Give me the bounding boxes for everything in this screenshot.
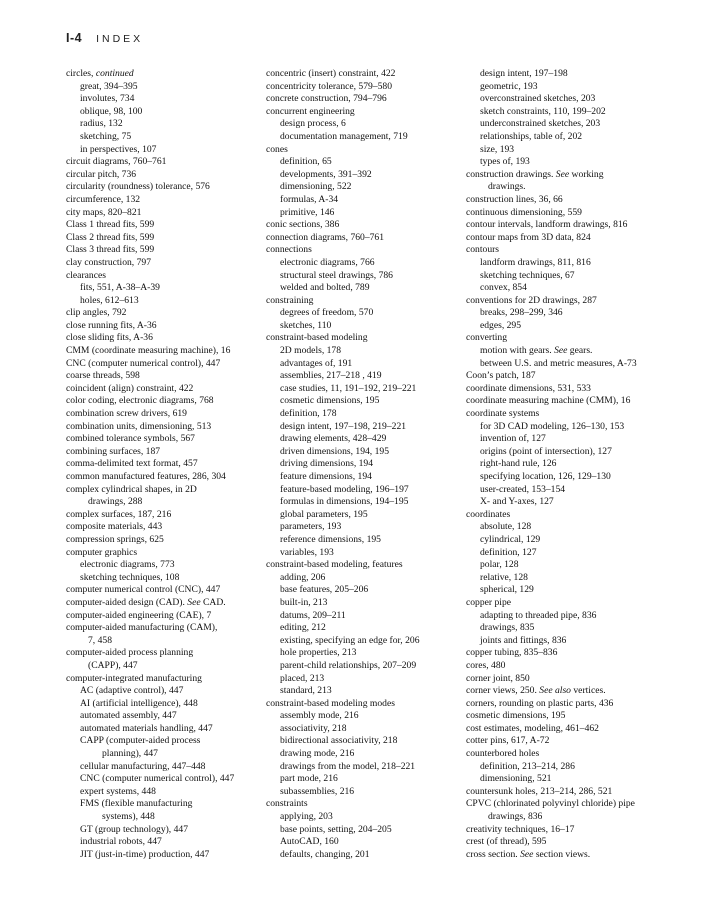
index-entry: corner views, 250. See also vertices.	[466, 685, 606, 697]
index-entry: copper tubing, 835–836	[466, 647, 558, 659]
index-entry: common manufactured features, 286, 304	[66, 471, 226, 482]
index-entry: computer-aided design (CAD). See CAD.	[66, 596, 226, 608]
index-subentry: variables, 193	[280, 546, 334, 558]
index-subentry: parent-child relationships, 207–209	[280, 659, 417, 671]
index-subentry: reference dimensions, 195	[280, 533, 381, 545]
index-subentry: standard, 213	[280, 685, 332, 697]
index-subentry: planning), 447	[102, 748, 158, 760]
index-subentry: great, 394–395	[80, 80, 138, 92]
index-subentry: JIT (just-in-time) production, 447	[80, 848, 210, 860]
index-entry: coordinate dimensions, 531, 533	[466, 382, 591, 394]
index-entry: close running fits, A-36	[66, 319, 157, 331]
index-entry: conic sections, 386	[266, 219, 340, 231]
index-entry: clearances	[66, 269, 106, 281]
index-subentry: right-hand rule, 126	[480, 458, 557, 470]
index-entry: Class 3 thread fits, 599	[66, 244, 155, 256]
index-entry: concentricity tolerance, 579–580	[266, 80, 393, 92]
index-subentry: bidirectional associativity, 218	[280, 735, 398, 747]
index-entry: cross section. See section views.	[466, 848, 591, 860]
index-entry: constraint-based modeling modes	[266, 697, 395, 709]
index-subentry: drawings.	[488, 181, 526, 193]
index-entry: computer-aided engineering (CAE), 7	[66, 609, 212, 621]
index-subentry: breaks, 298–299, 346	[480, 307, 563, 319]
index-subentry: 2D models, 178	[280, 345, 342, 357]
index-entry: circles, continued	[66, 68, 134, 79]
index-subentry: AI (artificial intelligence), 448	[80, 697, 198, 709]
index-entry: corners, rounding on plastic parts, 436	[466, 697, 614, 709]
index-subentry: between U.S. and metric measures, A-73	[480, 357, 637, 369]
index-subentry: subassemblies, 216	[280, 785, 355, 797]
index-subentry: X- and Y-axes, 127	[480, 496, 554, 508]
index-subentry: dimensioning, 522	[280, 181, 352, 193]
index-entry: coincident (align) constraint, 422	[66, 382, 194, 394]
index-entry: contours	[466, 244, 500, 256]
index-subentry: user-created, 153–154	[480, 483, 566, 495]
index-entry: complex surfaces, 187, 216	[66, 508, 172, 520]
index-subentry: driven dimensions, 194, 195	[280, 445, 389, 457]
index-subentry: landform drawings, 811, 816	[480, 256, 591, 268]
index-subentry: (CAPP), 447	[88, 659, 138, 671]
index-subentry: relative, 128	[480, 571, 528, 583]
index-subentry: origins (point of intersection), 127	[480, 445, 612, 457]
index-entry: corner joint, 850	[466, 672, 530, 684]
index-entry: constraint-based modeling, features	[266, 559, 403, 571]
index-entry: complex cylindrical shapes, in 2D	[66, 483, 197, 495]
index-entry: creativity techniques, 16–17	[466, 823, 575, 835]
index-subentry: adapting to threaded pipe, 836	[480, 609, 597, 621]
index-entry: CPVC (chlorinated polyvinyl chloride) pipe	[466, 798, 635, 810]
index-subentry: sketch constraints, 110, 199–202	[480, 105, 606, 117]
index-subentry: automated materials handling, 447	[80, 722, 213, 734]
index-subentry: base points, setting, 204–205	[280, 823, 392, 835]
index-subentry: primitive, 146	[280, 206, 335, 218]
index-entry: combination screw drivers, 619	[66, 408, 187, 420]
index-entry: countersunk holes, 213–214, 286, 521	[466, 785, 613, 797]
index-entry: continuous dimensioning, 559	[466, 206, 582, 218]
index-entry: copper pipe	[466, 596, 512, 608]
index-subentry: degrees of freedom, 570	[280, 307, 374, 319]
index-subentry: fits, 551, A-38–A-39	[80, 282, 160, 294]
index-subentry: assemblies, 217–218 , 419	[280, 370, 382, 382]
index-subentry: case studies, 11, 191–192, 219–221	[280, 382, 417, 394]
index-subentry: drawings, 288	[88, 496, 143, 508]
index-entry: cosmetic dimensions, 195	[466, 710, 566, 722]
index-subentry: applying, 203	[280, 811, 333, 823]
index-entry: CNC (computer numerical control), 447	[66, 357, 221, 369]
index-subentry: types of, 193	[480, 156, 530, 168]
index-subentry: built-in, 213	[280, 596, 328, 608]
index-entry: cotter pins, 617, A-72	[466, 735, 550, 747]
index-subentry: automated assembly, 447	[80, 710, 177, 722]
index-subentry: sketching techniques, 67	[480, 269, 575, 281]
index-entry: cones	[266, 143, 288, 155]
index-subentry: polar, 128	[480, 559, 519, 571]
index-entry: concentric (insert) constraint, 422	[266, 68, 396, 79]
section-title: INDEX	[96, 33, 144, 45]
index-subentry: associativity, 218	[280, 722, 347, 734]
index-entry: contour maps from 3D data, 824	[466, 231, 591, 243]
index-entry: connection diagrams, 760–761	[266, 231, 385, 243]
index-subentry: specifying location, 126, 129–130	[480, 471, 611, 482]
index-subentry: existing, specifying an edge for, 206	[280, 634, 420, 646]
index-entry: constraints	[266, 798, 308, 810]
index-subentry: defaults, changing, 201	[280, 848, 370, 860]
index-subentry: cylindrical, 129	[480, 533, 541, 545]
index-subentry: radius, 132	[80, 118, 123, 130]
index-subentry: sketching techniques, 108	[80, 571, 180, 583]
index-subentry: geometric, 193	[480, 80, 538, 92]
index-subentry: driving dimensions, 194	[280, 458, 374, 470]
index-entry: cores, 480	[466, 659, 506, 671]
index-entry: city maps, 820–821	[66, 206, 142, 218]
index-subentry: sketching, 75	[80, 130, 132, 142]
index-subentry: electronic diagrams, 773	[80, 559, 175, 571]
index-subentry: systems), 448	[102, 811, 155, 823]
index-entry: Class 1 thread fits, 599	[66, 219, 155, 231]
index-subentry: FMS (flexible manufacturing	[80, 798, 193, 810]
index-entry: compression springs, 625	[66, 533, 164, 545]
index-subentry: design intent, 197–198, 219–221	[280, 420, 407, 432]
index-entry: connections	[266, 244, 312, 256]
index-entry: construction drawings. See working	[466, 168, 604, 180]
index-subentry: structural steel drawings, 786	[280, 269, 393, 281]
index-entry: computer numerical control (CNC), 447	[66, 584, 221, 596]
index-subentry: definition, 127	[480, 546, 537, 558]
index-subentry: CAPP (computer-aided process	[80, 735, 201, 747]
index-subentry: design intent, 197–198	[480, 68, 568, 79]
index-subentry: spherical, 129	[480, 584, 534, 596]
index-entry: comma-delimited text format, 457	[66, 458, 198, 470]
index-subentry: AutoCAD, 160	[280, 836, 339, 848]
index-entry: cost estimates, modeling, 461–462	[466, 722, 599, 734]
index-entry: close sliding fits, A-36	[66, 332, 153, 344]
index-entry: circular pitch, 736	[66, 168, 137, 180]
index-column-2	[266, 68, 466, 861]
index-entry: composite materials, 443	[66, 521, 163, 533]
index-entry: combining surfaces, 187	[66, 445, 161, 457]
index-subentry: definition, 213–214, 286	[480, 760, 575, 772]
index-entry: Coon’s patch, 187	[466, 370, 536, 382]
index-subentry: drawings, 835	[480, 622, 535, 634]
index-entry: coordinates	[466, 508, 511, 520]
index-subentry: involutes, 734	[80, 93, 135, 105]
index-entry: concrete construction, 794–796	[266, 93, 387, 105]
index-subentry: size, 193	[480, 143, 515, 155]
index-subentry: part mode, 216	[280, 773, 338, 785]
index-subentry: cellular manufacturing, 447–448	[80, 760, 206, 772]
index-subentry: placed, 213	[280, 672, 325, 684]
index-subentry: holes, 612–613	[80, 294, 139, 306]
index-subentry: hole properties, 213	[280, 647, 357, 659]
index-entry: CMM (coordinate measuring machine), 16	[66, 345, 231, 357]
index-subentry: invention of, 127	[480, 433, 546, 445]
index-subentry: 7, 458	[88, 634, 112, 646]
index-entry: computer-integrated manufacturing	[66, 672, 202, 684]
page-number: I-4	[66, 31, 83, 45]
index-subentry: CNC (computer numerical control), 447	[80, 773, 235, 785]
index-subentry: developments, 391–392	[280, 168, 372, 180]
index-subentry: assembly mode, 216	[280, 710, 359, 722]
index-entry: computer-aided process planning	[66, 647, 194, 659]
index-entry: coordinate measuring machine (CMM), 16	[466, 395, 631, 407]
index-subentry: feature-based modeling, 196–197	[280, 483, 409, 495]
index-subentry: formulas, A-34	[280, 193, 339, 205]
index-entry: clip angles, 792	[66, 307, 127, 319]
index-subentry: feature dimensions, 194	[280, 471, 372, 482]
index-entry: converting	[466, 332, 508, 344]
index-entry: combined tolerance symbols, 567	[66, 433, 195, 445]
index-subentry: parameters, 193	[280, 521, 342, 533]
index-subentry: in perspectives, 107	[80, 143, 157, 155]
index-entry: circularity (roundness) tolerance, 576	[66, 181, 210, 193]
index-subentry: drawings from the model, 218–221	[280, 760, 416, 772]
index-subentry: documentation management, 719	[280, 130, 408, 142]
index-subentry: drawing elements, 428–429	[280, 433, 387, 445]
index-subentry: oblique, 98, 100	[80, 105, 143, 117]
index-entry: color coding, electronic diagrams, 768	[66, 395, 214, 407]
index-subentry: datums, 209–211	[280, 609, 346, 621]
index-subentry: relationships, table of, 202	[480, 130, 583, 142]
index-subentry: absolute, 128	[480, 521, 532, 533]
index-subentry: industrial robots, 447	[80, 836, 162, 848]
index-entry: constraint-based modeling	[266, 332, 368, 344]
index-subentry: definition, 178	[280, 408, 337, 420]
index-subentry: AC (adaptive control), 447	[80, 685, 184, 697]
index-subentry: design process, 6	[280, 118, 346, 130]
index-subentry: formulas in dimensions, 194–195	[280, 496, 409, 508]
index-entry: computer graphics	[66, 546, 138, 558]
index-entry: counterbored holes	[466, 748, 540, 760]
index-entry: constraining	[266, 294, 314, 306]
index-subentry: joints and fittings, 836	[480, 634, 567, 646]
index-entry: circuit diagrams, 760–761	[66, 156, 167, 168]
index-entry: crest (of thread), 595	[466, 836, 547, 848]
index-entry: construction lines, 36, 66	[466, 193, 563, 205]
index-subentry: sketches, 110	[280, 319, 332, 331]
index-subentry: cosmetic dimensions, 195	[280, 395, 380, 407]
index-subentry: welded and bolted, 789	[280, 282, 370, 294]
index-entry: conventions for 2D drawings, 287	[466, 294, 597, 306]
index-entry: concurrent engineering	[266, 105, 355, 117]
index-subentry: dimensioning, 521	[480, 773, 552, 785]
page-header	[66, 31, 143, 45]
index-column-3	[466, 68, 676, 861]
index-entry: Class 2 thread fits, 599	[66, 231, 155, 243]
index-subentry: electronic diagrams, 766	[280, 256, 375, 268]
index-subentry: expert systems, 448	[80, 785, 156, 797]
index-subentry: drawing mode, 216	[280, 748, 355, 760]
index-subentry: edges, 295	[480, 319, 522, 331]
index-subentry: overconstrained sketches, 203	[480, 93, 596, 105]
index-entry: combination units, dimensioning, 513	[66, 420, 212, 432]
index-subentry: global parameters, 195	[280, 508, 368, 520]
index-subentry: advantages of, 191	[280, 357, 353, 369]
index-entry: clay construction, 797	[66, 256, 151, 268]
index-subentry: underconstrained sketches, 203	[480, 118, 601, 130]
index-subentry: editing, 212	[280, 622, 326, 634]
index-column-1	[66, 68, 260, 861]
index-entry: circumference, 132	[66, 193, 141, 205]
index-subentry: adding, 206	[280, 571, 326, 583]
index-subentry: motion with gears. See gears.	[480, 345, 593, 357]
index-entry: contour intervals, landform drawings, 816	[466, 219, 628, 231]
index-subentry: convex, 854	[480, 282, 527, 294]
index-subentry: drawings, 836	[488, 811, 543, 823]
index-entry: computer-aided manufacturing (CAM),	[66, 622, 218, 634]
index-subentry: base features, 205–206	[280, 584, 369, 596]
index-entry: coordinate systems	[466, 408, 540, 420]
index-subentry: for 3D CAD modeling, 126–130, 153	[480, 420, 625, 432]
index-subentry: GT (group technology), 447	[80, 823, 188, 835]
index-entry: coarse threads, 598	[66, 370, 140, 382]
index-subentry: definition, 65	[280, 156, 332, 168]
